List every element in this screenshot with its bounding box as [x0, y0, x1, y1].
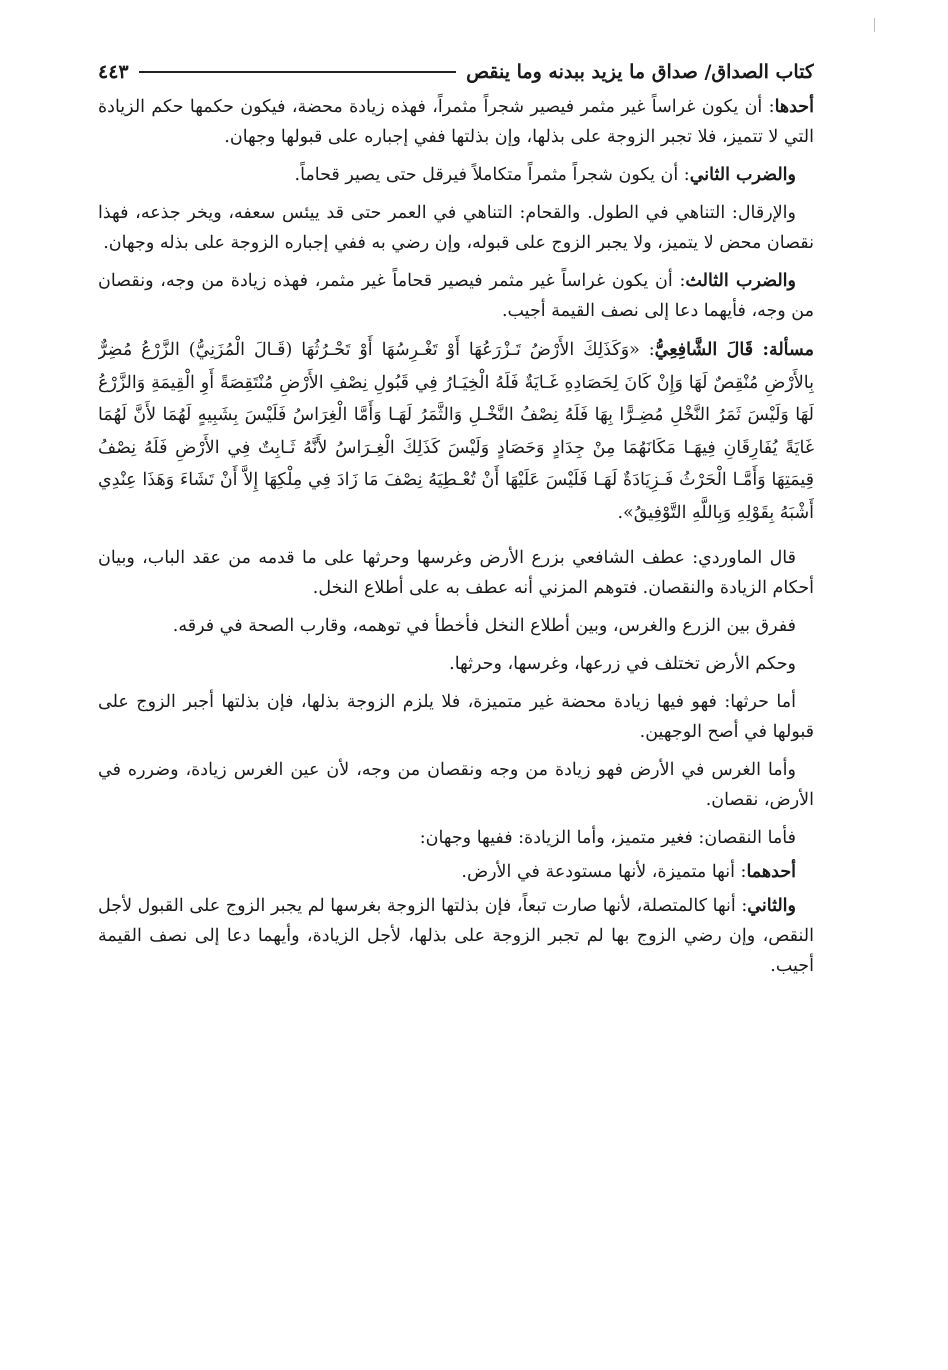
margin-mark [874, 18, 875, 32]
header-rule [139, 71, 456, 73]
commentary-paragraph [98, 823, 814, 853]
commentary-paragraph [98, 687, 814, 747]
paragraph-text: أما حرثها: فهو فيها زيادة محضة غير متميزة، فلا يلزم الزوجة بذلها، فإن بذلتها أجبر الزوج على قبولها في أصح الوجهين. [98, 692, 814, 742]
paragraph-second-type [98, 160, 814, 190]
paragraph-lead: أحدهما [746, 862, 796, 882]
paragraph-lead: أحدها [774, 97, 814, 117]
paragraph-third-type [98, 266, 814, 326]
paragraph-text: فأما النقصان: فغير متميز، وأما الزيادة: ففيها وجهان: [419, 828, 796, 848]
masala-text: : «وَكَذَلِكَ الأَرْضُ تَـزْرَعُهَا أَوْ تَغْـرِسُهَا أَوْ تَحْـرُثُهَا (قَـالَ الْمُزَنِيُّ) الزَّرْعُ مُضِرٌّ بِالأَرْضِ مُنْقِصٌ لَهَا وَإِنْ كَانَ لِحَصَادِهِ غَـايَةٌ فَلَهُ الْخِيَـارُ فِي قَبُولِ نِصْفِ الأَرْضِ مُنْتَقِصَةً أَوِ الْقِيمَةِ وَالزَّرْعُ لَهَا وَلَيْسَ ثَمَرُ النَّخْلِ مُضِـرًّا بِهَا فَلَهُ نِصْفُ النَّخْـلِ وَالثَّمَرُ لَهَـا وَأَمَّا الْغِرَاسُ فَلَيْسَ بِشَبِيهٍ لَهُمَا لأَنَّ لَهُمَا غَايَةً يُفَارِقَانِ فِيهَـا مَكَانَهُمَا مِنْ جِدَادٍ وَحَصَادٍ وَلَيْسَ كَذَلِكَ الْغِـرَاسُ لأَنَّهُ ثَـابِتٌ فِي الأَرْضِ فَلَهُ نِصْفُ قِيمَتِهَا وَأَمَّـا الْحَرْثُ فَـزِيَادَةٌ لَهَـا فَلَيْسَ عَلَيْهَا أَنْ تُعْـطِيَهُ نِصْفَ مَا زَادَ فِي مِلْكِهَا إِلاَّ أَنْ تَشَاءَ وَهَذَا عِنْدِي أَشْبَهُ بِقَوْلِهِ وَبِاللَّهِ التَّوْفِيقُ». [98, 340, 814, 523]
commentary-paragraph [98, 649, 814, 679]
paragraph-text: : أن يكون شجراً مثمراً متكاملاً فيرقل حتى يصير قحاماً. [294, 165, 690, 185]
paragraph-text: : أن يكون غراساً غير مثمر فيصير شجراً مثمراً، فهذه زيادة محضة، فيكون حكمها حكم الزيادة التي لا تتميز، فلا تجبر الزوجة على بذلها، وإن بذلتها ففي إجباره على قبولها وجهان. [98, 97, 814, 147]
page-number: ٤٤٣ [98, 61, 129, 83]
running-header [98, 52, 814, 92]
masala-lead: مسألة: قَالَ الشَّافِعِيُّ [654, 340, 814, 360]
paragraph-text: وأما الغرس في الأرض فهو زيادة من وجه ونقصان من وجه، لأن عين الغرس زيادة، وضرره في الأرض، نقصان. [98, 760, 814, 810]
paragraph-text: : أنها متميزة، لأنها مستودعة في الأرض. [461, 862, 747, 882]
paragraph-text: وحكم الأرض تختلف في زرعها، وغرسها، وحرثها. [449, 654, 796, 674]
paragraph-lead: والضرب الثالث [685, 271, 796, 291]
paragraph-text: : أن يكون غراساً غير مثمر فيصير قحاماً غير مثمر، فهذه زيادة من وجه، ونقصان من وجه، فأيهما دعا إلى نصف القيمة أجيب. [98, 271, 814, 321]
commentary-paragraph [98, 891, 814, 981]
paragraph-text: قال الماوردي: عطف الشافعي بزرع الأرض وغرسها وحرثها على ما قدمه من عقد الباب، وبيان أحكام الزيادة والنقصان. فتوهم المزني أنه عطف به على أطلاع النخل. [98, 548, 814, 598]
paragraph-lead: والثاني [747, 896, 796, 916]
book-page [98, 52, 814, 1342]
paragraph-definitions [98, 198, 814, 258]
paragraph-text: : أنها كالمتصلة، لأنها صارت تبعاً، فإن بذلتها الزوجة بغرسها لم يجبر الزوج على القبول لأجل النقص، وإن رضي الزوج بها لم تجبر الزوجة على بذلها، لأجل الزيادة، وأيهما دعا إلى نصف القيمة أجيب. [98, 896, 814, 976]
commentary-paragraph [98, 755, 814, 815]
commentary-paragraph [98, 543, 814, 603]
paragraph-first-type [98, 92, 814, 152]
commentary-paragraph [98, 857, 814, 887]
chapter-title: كتاب الصداق/ صداق ما يزيد ببدنه وما ينقص [466, 61, 814, 83]
masala-quote [98, 334, 814, 529]
paragraph-text: والإرقال: التناهي في الطول. والقحام: التناهي في العمر حتى قد ييئس سعفه، ويخر جذعه، فهذا نقصان محض لا يتميز، ولا يجبر الزوج على قبوله، وإن رضي به ففي إجباره الزوجة على بذله وجهان. [98, 203, 814, 253]
paragraph-lead: والضرب الثاني [689, 165, 796, 185]
commentary-paragraph [98, 611, 814, 641]
paragraph-text: ففرق بين الزرع والغرس، وبين أطلاع النخل فأخطأ في توهمه، وقارب الصحة في فرقه. [172, 616, 796, 636]
